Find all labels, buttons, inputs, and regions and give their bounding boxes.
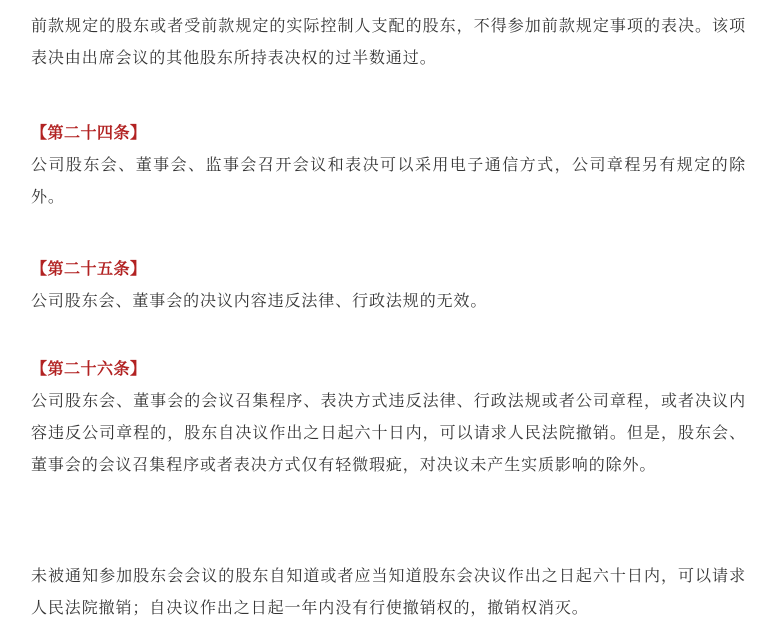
article-25-heading: 【第二十五条】 bbox=[31, 259, 147, 278]
intro-block bbox=[31, 10, 746, 74]
article-24-block bbox=[31, 117, 746, 213]
article-25-paragraph: 公司股东会、董事会的决议内容违反法律、行政法规的无效。 bbox=[31, 291, 488, 310]
intro-paragraph: 前款规定的股东或者受前款规定的实际控制人支配的股东，不得参加前款规定事项的表决。该项表决由出席会议的其他股东所持表决权的过半数通过。 bbox=[31, 16, 746, 67]
article-24-paragraph: 公司股东会、董事会、监事会召开会议和表决可以采用电子通信方式，公司章程另有规定的除外。 bbox=[31, 155, 746, 206]
article-26-second-block bbox=[31, 560, 746, 624]
article-26-heading: 【第二十六条】 bbox=[31, 359, 147, 378]
article-26-second-paragraph: 未被通知参加股东会会议的股东自知道或者应当知道股东会决议作出之日起六十日内，可以请求人民法院撤销；自决议作出之日起一年内没有行使撤销权的，撤销权消灭。 bbox=[31, 566, 746, 617]
article-24-heading: 【第二十四条】 bbox=[31, 123, 147, 142]
article-26-block bbox=[31, 353, 746, 481]
article-26-paragraph: 公司股东会、董事会的会议召集程序、表决方式违反法律、行政法规或者公司章程，或者决议内容违反公司章程的，股东自决议作出之日起六十日内，可以请求人民法院撤销。但是，股东会、董事会的会议召集程序或者表决方式仅有轻微瑕疵，对决议未产生实质影响的除外。 bbox=[31, 391, 746, 474]
article-25-block bbox=[31, 253, 746, 317]
